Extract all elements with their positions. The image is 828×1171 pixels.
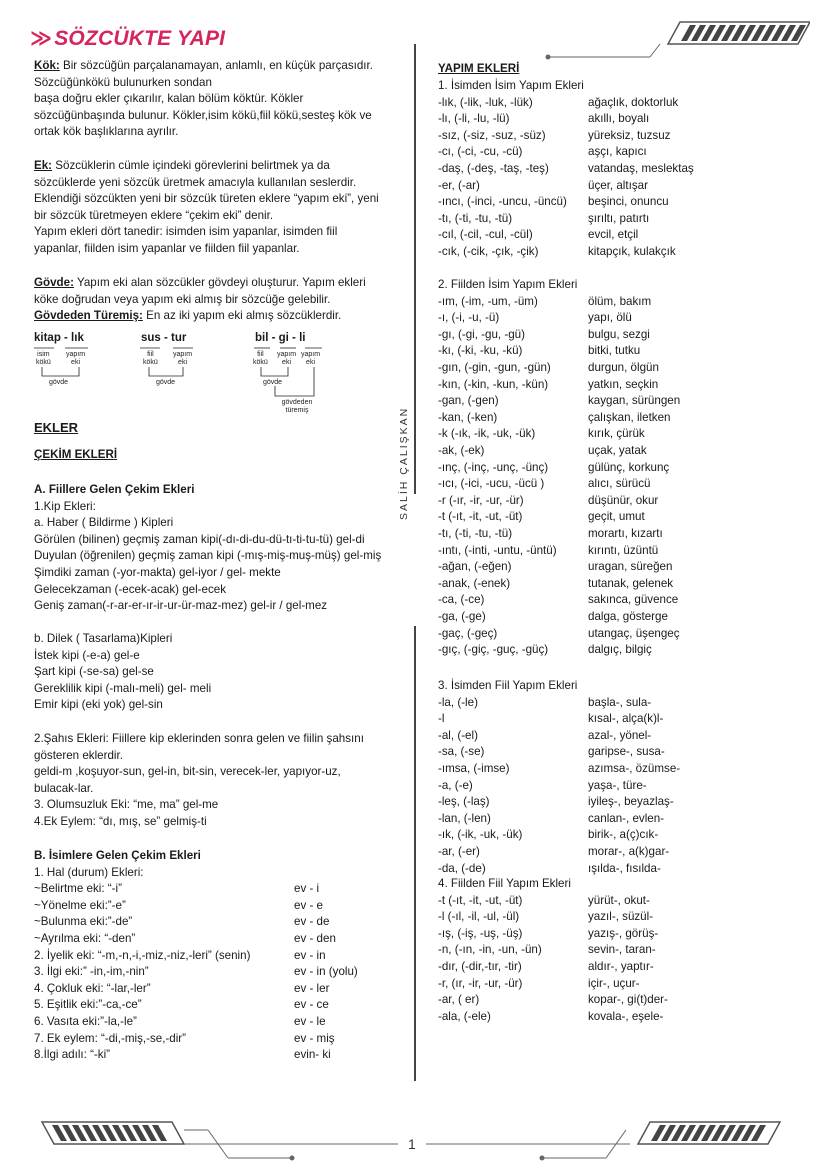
isim-cekim-label: ~Bulunma eki:”-de” (34, 915, 133, 929)
yapim-example: çalışkan, iletken (588, 410, 671, 424)
yapim-suffix: -al, (-el) (438, 728, 478, 742)
yapim-suffix: -anak, (-enek) (438, 576, 511, 590)
yapim-suffix: -cıl, (-cil, -cul, -cül) (438, 228, 533, 242)
yapim-suffix: -la, (-le) (438, 695, 478, 709)
yapim-example: azal-, yönel- (588, 728, 652, 742)
yapim-example: morartı, kızartı (588, 527, 663, 540)
isim-cekim-label: 2. İyelik eki: “-m,-n,-i,-miz,-niz,-leri” (senin) (34, 948, 251, 962)
yapim-example: düşünür, okur (588, 493, 659, 507)
turemis-text: En az iki yapım eki almış sözcüklerdir. (142, 309, 342, 323)
yapim-example: alıcı, sürücü (588, 477, 651, 491)
govde-line: Yapım eki alan sözcükler gövdeyi oluşturur. Yapım ekleri (73, 276, 366, 289)
yapim-suffix: -cık, (-cik, -çık, -çik) (438, 245, 539, 258)
yapim-suffix: -ar, (-er) (438, 845, 480, 858)
yapim-example: yatkın, seçkin (588, 377, 659, 391)
isim-cekim-label: 6. Vasıta eki:”-la,-le” (34, 1015, 137, 1028)
tree-word-sustur: sus - tur (141, 332, 187, 344)
yapim-suffix: -ağan, (-eğen) (438, 560, 512, 574)
yapim-suffix: -gın, (-gin, -gun, -gün) (438, 361, 551, 374)
ek-line: bir sözcük türetmeyen eklere “çekim eki” denir. (34, 208, 274, 222)
isim-cekim-example: evin- ki (294, 1048, 331, 1062)
yapim-example: yüreksiz, tuzsuz (588, 128, 671, 142)
kip-title: 1.Kip Ekleri: (34, 499, 96, 513)
yapim-example: ölüm, bakım (588, 294, 652, 308)
sahis-line: 2.Şahıs Ekleri: Fiillere kip eklerinden sonra gelen ve fiilin şahsını (34, 732, 364, 745)
yapim-example: kopar-, gi(t)der- (588, 993, 668, 1007)
tree-part-label: isim kökü (36, 351, 51, 366)
haber-line: Gelecekzaman (-ecek-acak) gel-ecek (34, 582, 227, 596)
yapim-suffix: -t (-ıt, -it, -ut, -üt) (438, 893, 523, 907)
tree-part-label: yapım eki (66, 351, 86, 366)
yapim-suffix: -tı, (-ti, -tu, -tü) (438, 527, 513, 540)
yapim-example: beşinci, onuncu (588, 195, 669, 209)
yapim-suffix: -ga, (-ge) (438, 610, 486, 623)
yapim-suffix: -ıncı, (-inci, -uncu, -üncü) (438, 195, 567, 209)
title-text: SÖZCÜKTE YAPI (54, 27, 226, 50)
yapim-example: üçer, altışar (588, 178, 648, 192)
dilek-line: Şart kipi (-se-sa) gel-se (34, 665, 154, 679)
tree-group-label: gövde (156, 379, 176, 386)
yapim-example: dalgıç, bilgiç (588, 643, 652, 657)
yapim-suffix: -sız, (-siz, -suz, -süz) (438, 128, 546, 142)
tree-group-label: gövde (263, 379, 283, 386)
yapim-example: akıllı, boyalı (588, 112, 650, 126)
tree-part-label: yapım eki (277, 351, 297, 366)
isim-cekim-example: ev - i (294, 882, 320, 896)
isim-cekim-example: ev - ler (294, 981, 330, 995)
yapim-suffix: -r, (ır, -ir, -ur, -ür) (438, 976, 523, 990)
header-stripe-decoration (540, 14, 810, 62)
yapim-section-title: 4. Fiilden Fiil Yapım Ekleri (438, 877, 571, 890)
yapim-suffix: -r (-ır, -ir, -ur, -ür) (438, 493, 524, 507)
page-title (30, 26, 225, 51)
yapim-suffix: -leş, (-laş) (438, 795, 490, 809)
yapim-example: gülünç, korkunç (588, 460, 670, 474)
fiil-cekim-heading: A. Fiillere Gelen Çekim Ekleri (34, 483, 195, 496)
sahis-line: bulacak-lar. (34, 781, 94, 795)
haber-line: Şimdiki zaman (-yor-makta) gel-iyor / gel- mekte (34, 566, 281, 579)
yapim-example: garipse-, susa- (588, 745, 665, 759)
isim-cekim-label: 5. Eşitlik eki:”-ca,-ce” (34, 998, 142, 1012)
yapim-example: yazış-, görüş- (588, 926, 659, 940)
yapim-section-title: 2. Fiilden İsim Yapım Ekleri (438, 278, 578, 291)
ek-line: sözcüklerde yeni sözcük üretmek amacıyla kullanılan seslerdir. (34, 175, 357, 189)
isim-cekim-label: 4. Çokluk eki: “-lar,-ler” (34, 981, 151, 995)
tree-part-label: fiil kökü (143, 351, 158, 366)
yapim-suffix: -kı, (-ki, -ku, -kü) (438, 344, 523, 358)
isim-cekim-label: 7. Ek eylem: “-di,-miş,-se,-dir” (34, 1031, 187, 1045)
dilek-title: b. Dilek ( Tasarlama)Kipleri (34, 632, 173, 645)
yapim-example: yaşa-, türe- (588, 778, 647, 792)
kok-line: başa doğru ekler çıkarılır, kalan bölüm köktür. Kökler (34, 92, 304, 106)
kok-line: ortak kök başlıklarına ayrılır. (34, 125, 179, 139)
yapim-example: geçit, umut (588, 510, 645, 524)
yapim-example: bulgu, sezgi (588, 327, 650, 341)
yapim-example: bitki, tutku (588, 344, 641, 358)
yapim-example: içir-, uçur- (588, 976, 640, 990)
turemis-label: Gövdeden Türemiş: (34, 309, 143, 323)
yapim-suffix: -gı, (-gi, -gu, -gü) (438, 327, 525, 341)
yapim-suffix: -ı, (-i, -u, -ü) (438, 311, 500, 325)
footer-stripe-decoration (30, 1118, 810, 1168)
yapim-suffix: -lan, (-len) (438, 811, 491, 825)
yapim-example: aldır-, yaptır- (588, 960, 654, 973)
govde-line: köke doğrudan veya yapım eki almış bir sözcüğe gelebilir. (34, 292, 331, 306)
ek-line: Eklendiği sözcükten yeni bir sözcük türeten eklere “yapım eki”, yeni (34, 192, 379, 206)
isim-cekim-example: ev - le (294, 1015, 326, 1028)
yapim-suffix: -lı, (-li, -lu, -lü) (438, 112, 510, 126)
hal-title: 1. Hal (durum) Ekleri: (34, 865, 144, 879)
ekler-heading: EKLER (34, 420, 79, 435)
tree-part-label: fiil kökü (253, 351, 268, 366)
yapim-example: uçak, yatak (588, 444, 647, 457)
ek-label: Ek: (34, 159, 53, 172)
kok-label: Kök: (34, 59, 60, 72)
yapim-suffix: -l (-ıl, -il, -ul, -ül) (438, 910, 520, 924)
yapim-example: evcil, etçil (588, 228, 639, 242)
yapim-section-title: 1. İsimden İsim Yapım Ekleri (438, 79, 584, 92)
yapim-example: morar-, a(k)gar- (588, 845, 670, 858)
isim-cekim-label: 3. İlgi eki:” -in,-im,-nin” (34, 965, 149, 979)
isim-cekim-example: ev - e (294, 898, 323, 912)
yapim-suffix: -gaç, (-geç) (438, 626, 498, 640)
isim-cekim-label: ~Yönelme eki:”-e” (34, 898, 126, 912)
isim-cekim-example: ev - de (294, 915, 330, 929)
yapim-suffix: -sa, (-se) (438, 745, 485, 759)
kok-line: Sözcüğünkökü bulunurken sondan (34, 75, 212, 89)
sahis-line: 4.Ek Eylem: “dı, mış, se” gelmiş-ti (34, 815, 207, 828)
tree-part-label: yapım eki (301, 351, 321, 366)
kok-line: Bir sözcüğün parçalanamayan, anlamlı, en küçük parçasıdır. (59, 59, 373, 72)
yapim-example: şırıltı, patırtı (588, 211, 650, 225)
tree-part-label: yapım eki (173, 351, 193, 366)
yapim-example: tutanak, gelenek (588, 576, 674, 590)
yapim-example: azımsa-, özümse- (588, 762, 681, 775)
sahis-line: gösteren eklerdir. (34, 748, 123, 762)
yapim-example: durgun, ölgün (588, 361, 659, 374)
yapim-example: kovala-, eşele- (588, 1009, 664, 1023)
dilek-line: Emir kipi (eki yok) gel-sin (34, 698, 163, 712)
ek-line: yapanlar, fiilden isim yapanlar ve fiilden fiil yapanlar. (34, 242, 300, 255)
ek-line: Sözcüklerin cümle içindeki görevlerini belirtmek ya da (52, 159, 330, 172)
isim-cekim-example: ev - den (294, 932, 336, 945)
isim-cekim-example: ev - ce (294, 998, 329, 1012)
yapim-suffix: -ıntı, (-inti, -untu, -üntü) (438, 543, 557, 557)
yapim-suffix: -ar, ( er) (438, 993, 480, 1007)
yapim-example: sevin-, taran- (588, 943, 656, 957)
tree-word-kitaplik: kitap - lık (34, 332, 84, 344)
haber-title: a. Haber ( Bildirme ) Kipleri (34, 516, 174, 530)
yapim-suffix: -t (-ıt, -it, -ut, -üt) (438, 510, 523, 524)
yapim-suffix: -ak, (-ek) (438, 444, 485, 457)
isim-cekim-heading: B. İsimlere Gelen Çekim Ekleri (34, 849, 201, 862)
kok-line: sözcüğünbaşında bulunur. Kökler,isim kökü,fiil kökü,sesteş kök ve (34, 108, 372, 122)
author-name: SALİH ÇALIŞKAN (398, 406, 410, 520)
yapim-example: kaygan, sürüngen (588, 394, 681, 408)
isim-cekim-example: ev - in (yolu) (294, 965, 358, 979)
yapim-suffix: -dır, (-dir,-tır, -tir) (438, 960, 522, 973)
yapim-example: kırıntı, üzüntü (588, 543, 659, 557)
yapim-example: iyileş-, beyazlaş- (588, 795, 674, 809)
yapim-suffix: -lık, (-lik, -luk, -lük) (438, 95, 533, 109)
yapim-suffix: -ıcı, (-ici, -ucu, -ücü ) (438, 477, 545, 491)
yapim-example: yazıl-, süzül- (588, 910, 654, 924)
double-chevron-icon: ≫ (30, 27, 53, 50)
cekim-heading: ÇEKİM EKLERİ (34, 448, 118, 461)
yapim-example: kırık, çürük (588, 427, 645, 441)
yapim-example: kısal-, alça(k)l- (588, 712, 664, 726)
isim-cekim-label: 8.İlgi adılı: “-ki” (34, 1048, 111, 1062)
yapim-suffix: -ım, (-im, -um, -üm) (438, 294, 538, 308)
yapim-suffix: -ık, (-ik, -uk, -ük) (438, 828, 523, 842)
yapim-example: uragan, süreğen (588, 560, 673, 574)
yapim-suffix: -cı, (-ci, -cu, -cü) (438, 145, 523, 159)
isim-cekim-example: ev - miş (294, 1031, 335, 1045)
yapim-suffix: -gan, (-gen) (438, 394, 499, 408)
yapim-example: utangaç, üşengeç (588, 626, 680, 640)
yapim-suffix: -k (-ık, -ik, -uk, -ük) (438, 427, 536, 441)
yapim-suffix: -ış, (-iş, -uş, -üş) (438, 926, 523, 940)
yapim-example: dalga, gösterge (588, 610, 668, 623)
yapim-suffix: -kın, (-kin, -kun, -kün) (438, 377, 549, 391)
yapim-example: canlan-, evlen- (588, 811, 665, 825)
yapim-example: vatandaş, meslektaş (588, 162, 694, 175)
yapim-suffix: -er, (-ar) (438, 178, 480, 192)
yapim-suffix: -tı, (-ti, -tu, -tü) (438, 211, 513, 225)
yapim-example: yapı, ölü (588, 311, 632, 325)
sahis-line: 3. Olumsuzluk Eki: “me, ma” gel-me (34, 798, 219, 812)
yapim-heading: YAPIM EKLERİ (438, 62, 520, 75)
yapim-suffix: -ımsa, (-imse) (438, 762, 510, 775)
isim-cekim-example: ev - in (294, 948, 326, 962)
yapim-example: sakınca, güvence (588, 593, 679, 607)
yapim-suffix: -gıç, (-giç, -guç, -güç) (438, 643, 549, 657)
yapim-section-title: 3. İsimden Fiil Yapım Ekleri (438, 679, 578, 692)
yapim-suffix: -kan, (-ken) (438, 410, 498, 424)
tree-word-bilgili: bil - gi - li (255, 332, 306, 344)
yapim-suffix: -daş, (-deş, -taş, -teş) (438, 162, 549, 175)
haber-line: Görülen (bilinen) geçmiş zaman kipi(-dı-di-du-dü-tı-ti-tu-tü) gel-di (34, 532, 365, 546)
dilek-line: İstek kipi (-e-a) gel-e (34, 648, 140, 662)
yapim-suffix: -ca, (-ce) (438, 593, 485, 607)
sahis-line: geldi-m ,koşuyor-sun, gel-in, bit-sin, verecek-ler, yapıyor-uz, (34, 765, 341, 779)
yapim-suffix: -da, (-de) (438, 861, 486, 875)
column-divider-top (414, 44, 416, 494)
govde-label: Gövde: (34, 276, 74, 289)
yapim-example: yürüt-, okut- (588, 893, 650, 907)
yapim-example: ağaçlık, doktorluk (588, 95, 679, 109)
yapim-example: aşçı, kapıcı (588, 145, 647, 159)
haber-line: Duyulan (öğrenilen) geçmiş zaman kipi (-mış-miş-muş-müş) gel-miş (34, 549, 382, 563)
yapim-suffix: -n, (-ın, -in, -un, -ün) (438, 943, 542, 957)
yapim-example: kitapçık, kulakçık (588, 245, 676, 258)
yapim-example: birik-, a(ç)cık- (588, 828, 659, 842)
yapim-suffix: -l (438, 712, 445, 726)
isim-cekim-label: ~Ayrılma eki: “-den” (34, 932, 136, 945)
yapim-example: ışılda-, fısılda- (588, 861, 661, 875)
yapim-suffix: -a, (-e) (438, 778, 473, 792)
yapim-example: başla-, sula- (588, 695, 652, 709)
isim-cekim-label: ~Belirtme eki: “-i” (34, 882, 122, 896)
tree-group-label: gövde (49, 379, 69, 386)
dilek-line: Gereklilik kipi (-malı-meli) gel- meli (34, 681, 212, 695)
tree-group-label: gövdeden türemiş (281, 399, 313, 414)
yapim-suffix: -ala, (-ele) (438, 1009, 491, 1023)
haber-line: Geniş zaman(-r-ar-er-ır-ir-ur-ür-maz-mez) gel-ir / gel-mez (34, 599, 328, 613)
page-number: 1 (408, 1136, 416, 1152)
yapim-suffix: -ınç, (-inç, -unç, -ünç) (438, 460, 549, 474)
column-divider-bottom (414, 626, 416, 1081)
ek-line: Yapım ekleri dört tanedir: isimden isim yapanlar, isimden fiil (34, 225, 338, 239)
